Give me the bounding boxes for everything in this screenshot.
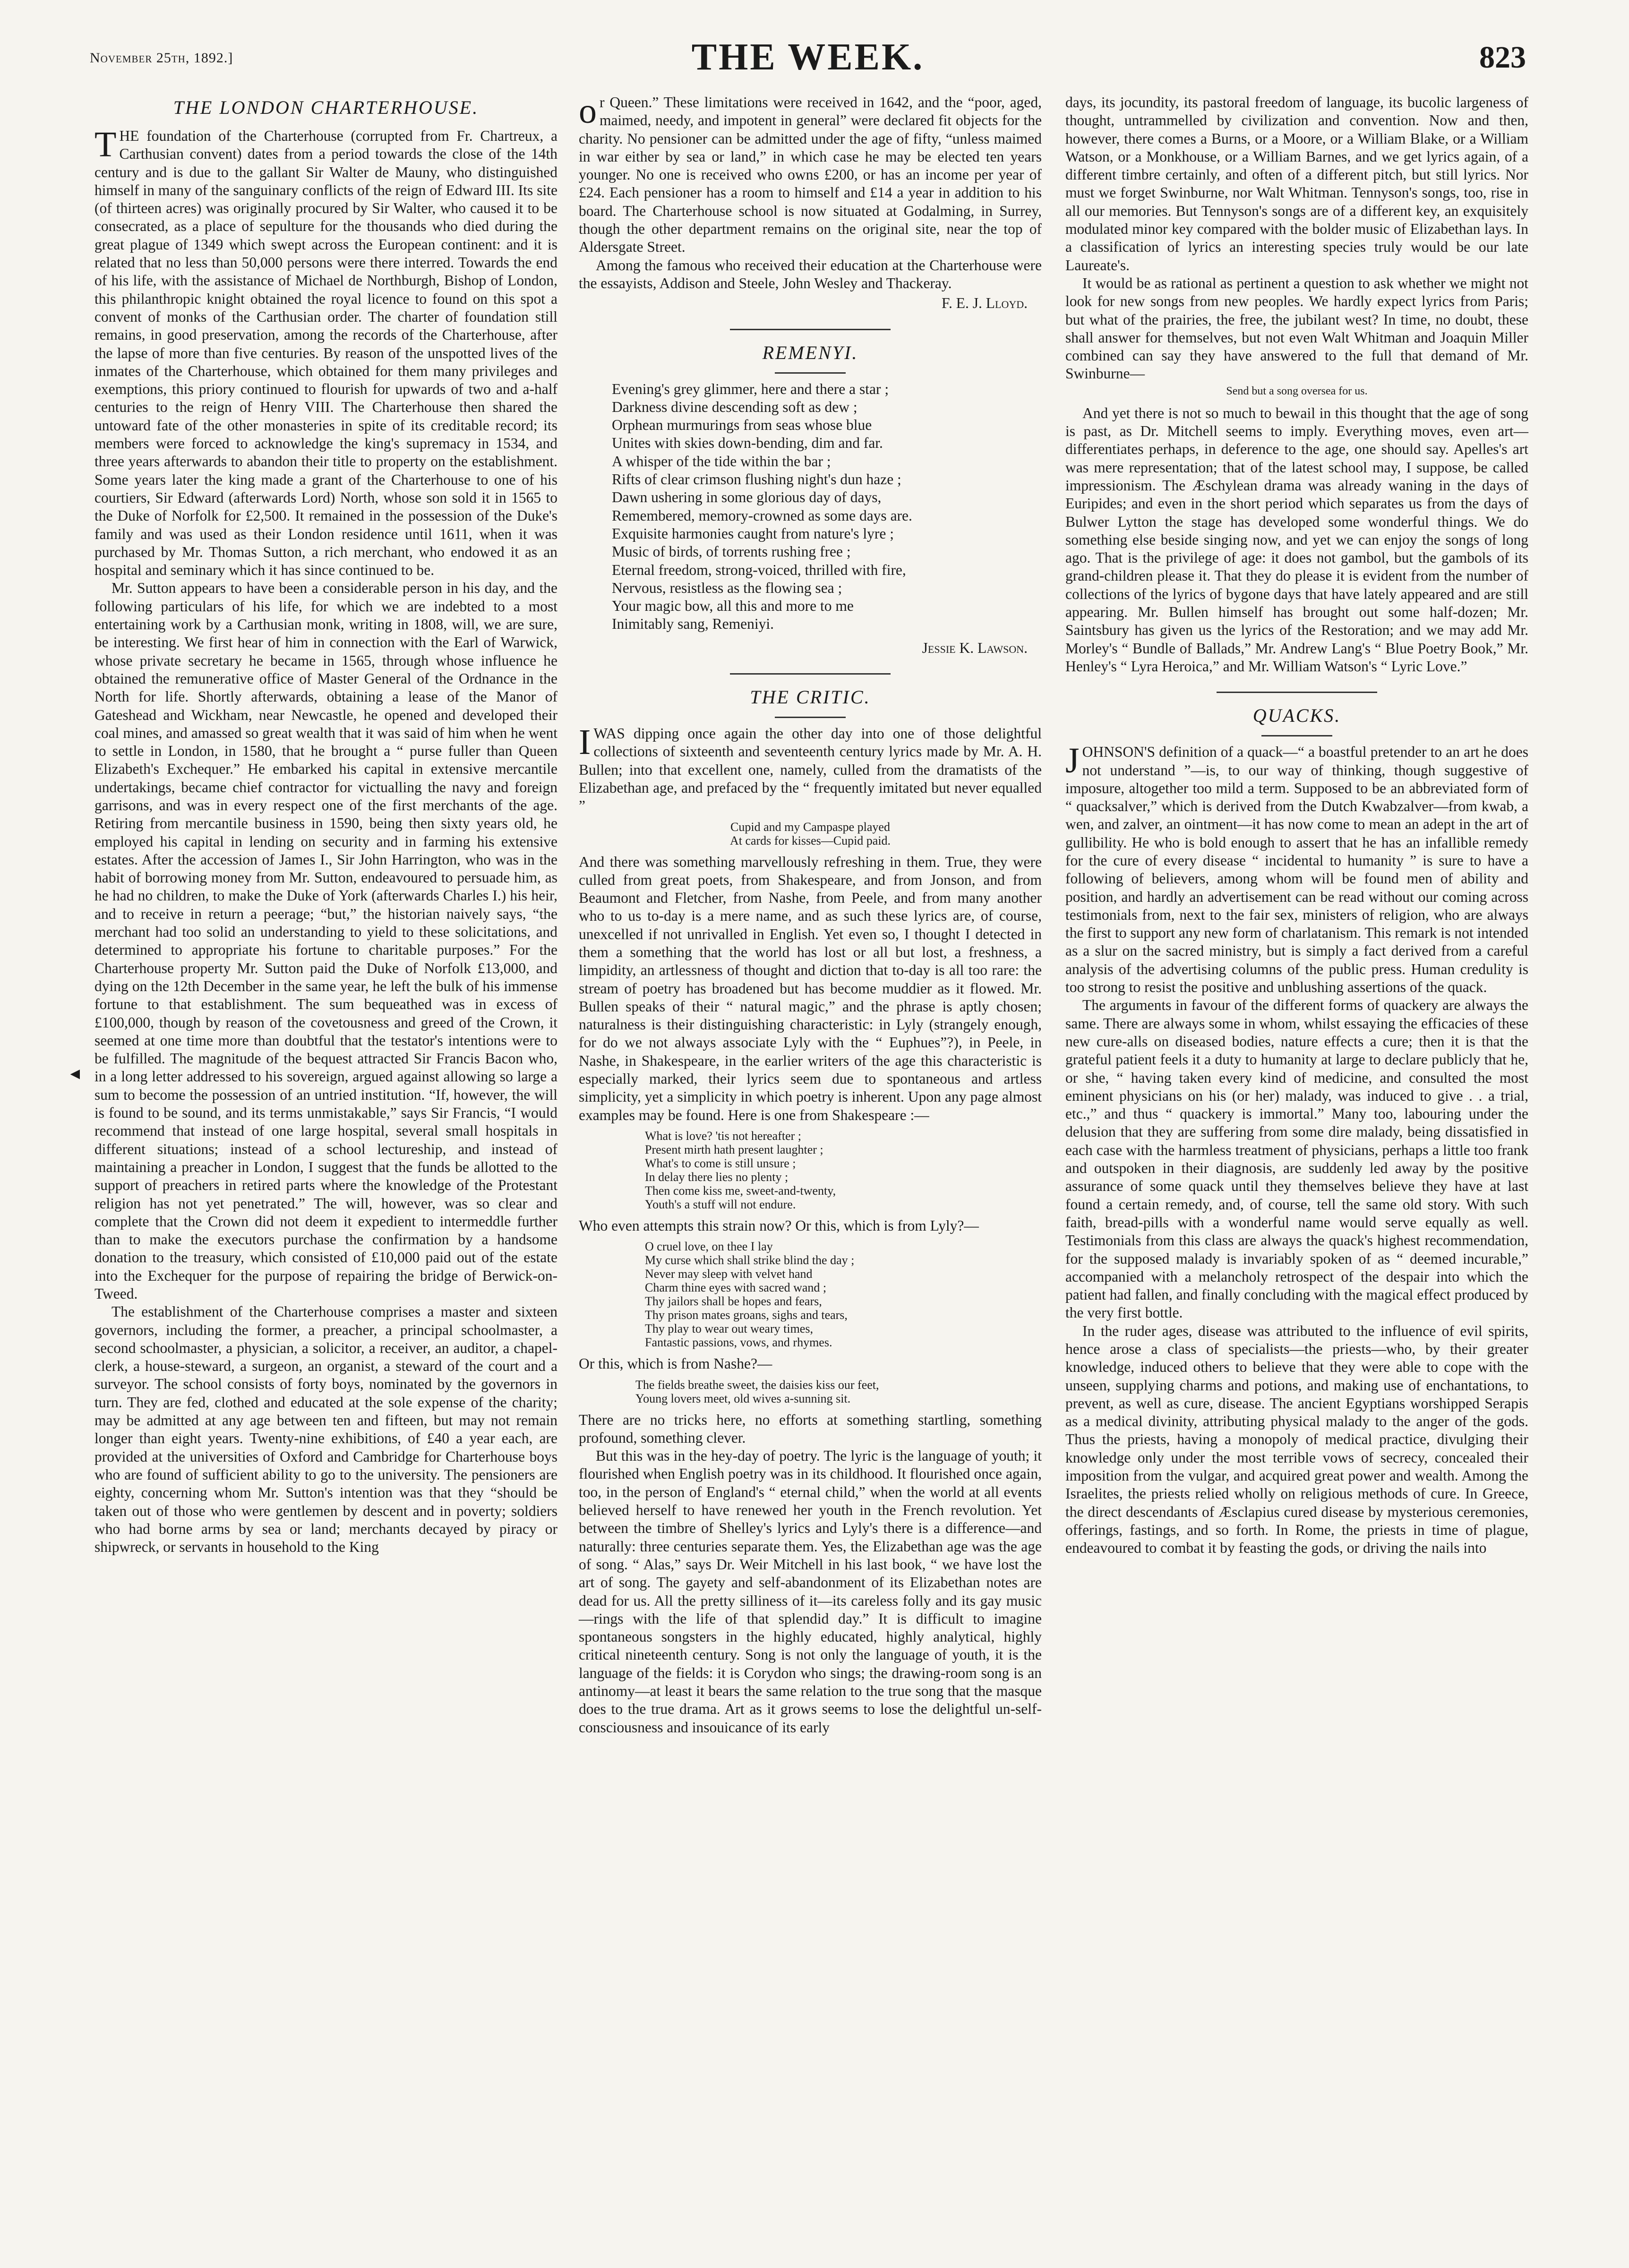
quacks-paragraph: The arguments in favour of the different forms of quackery are always the same. There are always some in whom, whilst essaying the efficacies of these new cure-alls on diseased bodies, nature effects a cure; then it is that the grateful patient feels it a duty to humanity at large to declare publicly that he, or she, “ having taken every kind of medicine, and consulted the most eminent physicians on his (or her) malady, was induced to give . . a trial, etc.,” and thus “ quackery is immortal.” Many too, labouring under the delusion that they are suffering from some dire malady, being dissatisfied in each case with the harmless treatment of physicians, perhaps a little too frank and outspoken in their diagnosis, are suddenly led away by the positive assurance of some quack until they themselves believe they have at last found a certain remedy, and, of course, tell the same old story. With such faith, bread-pills with a wonderful name would serve equally as well. Testimonials from this class are always the quack's highest recommendation, for the supposed malady is invariably spoken of as “ deemed incurable,” accompanied with a melancholy retrospect of the despair into which the patient had fallen, and finally concluding with the magical effect produced by the very first bottle. — [1065, 997, 1528, 1321]
heading-rule — [1261, 735, 1332, 736]
critic-quote — [579, 1129, 1042, 1211]
poem-line: Eternal freedom, strong-voiced, thrilled with fire, — [612, 561, 906, 578]
critic-paragraph: But this was in the hey-day of poetry. The lyric is the language of youth; it flourished when English poetry was in its childhood. It flourished once again, too, in the person of England's “ eternal child,” when the world at all events believed herself to have renewed her youth in the French revolution. Yet between the timbre of Shelley's lyrics and Lyly's there is a difference—and naturally: three centuries separate them. Yes, the Elizabethan age was the age of song. “ Alas,” says Dr. Weir Mitchell in his last book, “ we have lost the art of song. The gayety and self-abandonment of its Elizabethan notes are dead for us. All the pretty silliness of it—its careless folly and its gay music—rings with the life of that splendid day.” It is difficult to imagine spontaneous songsters in the highly educated, highly analytical, highly critical nineteenth century. Song is not only the language of youth, it is the language of the fields: it is Corydon who sings; the drawing-room song is an antinomy—at least it bears the same relation to the true song that the masque does to the true drama. Art as it grows seems to lose the delightful un-self-consciousness and insouicance of its early — [579, 1447, 1042, 1736]
quote-line: Never may sleep with velvet hand — [645, 1267, 813, 1281]
remenyi-heading: REMENYI. — [762, 342, 858, 363]
quote-line: What's to come is still unsure ; — [645, 1156, 796, 1170]
page-number: 823 — [1479, 40, 1526, 75]
heading-rule — [775, 717, 846, 718]
critic-quote — [579, 1378, 1042, 1405]
quote-line: Then come kiss me, sweet-and-twenty, — [645, 1183, 836, 1198]
quote-line: Charm thine eyes with sacred wand ; — [645, 1281, 827, 1295]
section-divider — [1217, 692, 1377, 693]
critic-paragraph: And yet there is not so much to bewail in this thought that the age of song is past, as Dr. Mitchell seems to imply. Everything moves, even art—differentiates perhaps, in deference to the age, one should say. Apelles's art was mere representation; that of the latest school may, I suppose, be called impressionism. The Æschylean drama was already waning in the days of Euripides; and even in the short period which separates us from the days of Bulwer Lytton the stage has developed some wonderful things. We do something else beside singing now, and yet we can enjoy the songs of long ago. That is the privilege of age: it does not gambol, but the gambols of its grand-children please it. That they do please it is evident from the number of collections of the lyrics of bygone days that have lately appeared and are still appearing. Mr. Bullen himself has brought out some half-dozen; Mr. Saintsbury has given us the lyrics of the Restoration; and we may add Mr. Morley's “ Bundle of Ballads,” Mr. Andrew Lang's “ Blue Poetry Book,” Mr. Henley's “ Lyra Heroica,” and Mr. William Watson's “ Lyric Love.” — [1065, 404, 1528, 675]
masthead-title: THE WEEK. — [691, 36, 925, 78]
poem-line: Dawn ushering in some glorious day of days, — [612, 489, 882, 506]
quote-line: Thy jailors shall be hopes and fears, — [645, 1294, 822, 1309]
quote-line: The fields breathe sweet, the daisies kiss our feet, — [635, 1378, 879, 1392]
critic-quote: Send but a song oversea for us. — [1226, 385, 1368, 397]
issue-date: November 25th, 1892.] — [90, 50, 233, 66]
remenyi-poem — [579, 380, 1042, 633]
heading-rule — [775, 372, 846, 374]
quote-line: My curse which shall strike blind the day ; — [645, 1253, 855, 1267]
poem-line: Rifts of clear crimson flushing night's dun haze ; — [612, 471, 901, 488]
poem-line: Orphean murmurings from seas whose blue — [612, 417, 872, 434]
quacks-paragraph: In the ruder ages, disease was attributed to the influence of evil spirits, hence arose a class of specialists—the priests—who, by their greater knowledge, induced others to believe that they were able to cope with the unseen, supplying charms and potions, and making use of enchantations, to prevent, as well as cure, disease. The ancient Egyptians worshipped Serapis as a medical divinity, attributing physical malady to the anger of the gods. Thus the priests, having a monopoly of medical practice, divulging their knowledge only under the most terrible vows of secrecy, concealed their imposition from the vulgar, and acquired great power and wealth. Among the Israelites, the priests relied wholly on religious methods of cure. In Greece, the direct descendants of Æsclapius cured disease by mysterious ceremonies, offerings, fastings, and so forth. In Rome, the priests in time of plague, endeavoured to combat it by feasting the gods, or driving the nails into — [1065, 1322, 1528, 1557]
quote-line: Youth's a stuff will not endure. — [645, 1197, 796, 1211]
quote-line: Thy play to wear out weary times, — [645, 1322, 813, 1336]
column-1 — [94, 94, 557, 1556]
poem-line: Remembered, memory-crowned as some days are. — [612, 507, 912, 524]
quote-line: O cruel love, on thee I lay — [645, 1240, 773, 1254]
poem-line: Exquisite harmonies caught from nature's lyre ; — [612, 525, 894, 542]
section-divider — [730, 673, 891, 675]
margin-mark: ◄ — [67, 1065, 83, 1083]
critic-heading: THE CRITIC. — [750, 686, 871, 708]
remenyi-signature: Jessie K. Lawson. — [922, 639, 1028, 656]
column-2 — [579, 91, 1042, 1737]
quote-line: Present mirth hath present laughter ; — [645, 1142, 823, 1156]
poem-line: Music of birds, of torrents rushing free ; — [612, 543, 851, 560]
poem-line: Your magic bow, all this and more to me — [612, 598, 854, 615]
quote-line: Fantastic passions, vows, and rhymes. — [645, 1335, 832, 1350]
poem-line: Unites with skies down-bending, dim and far. — [612, 435, 883, 452]
critic-quote — [579, 1240, 1042, 1349]
quote-line: At cards for kisses—Cupid paid. — [729, 833, 891, 847]
quote-line: Thy prison mates groans, sighs and tears, — [645, 1308, 848, 1322]
quote-line: What is love? 'tis not hereafter ; — [645, 1129, 802, 1143]
quote-line: Cupid and my Campaspe played — [730, 820, 890, 834]
quacks-heading: QUACKS. — [1252, 705, 1341, 727]
critic-paragraph: days, its jocundity, its pastoral freedom of language, its bucolic largeness of thought, untrammelled by civilization and convention. Now and then, however, there comes a Burns, or a Moore, or a William Blake, or a William Watson, or a Monkhouse, or a William Barnes, and we get lyrics again, of a different timbre certainly, and often of a different pitch, but still lyrics. Nor must we forget Swinburne, nor Walt Whitman. Tennyson's songs, too, rise in all our memories. But Tennyson's songs are of a different key, an exquisitely modulated minor key compared with the bolder music of Elizabethan lays. In a classification of lyrics an interesting species truly would be our late Laureate's. — [1065, 94, 1528, 274]
charterhouse-paragraph: or Queen.” These limitations were received in 1642, and the “poor, aged, maimed, needy, and impotent in general” were declared fit objects for the charity. No pensioner can be admitted under the age of fifty, “unless maimed in war either by sea or land,” in which case he may be elected ten years younger. No one is received who owns £200, or has an income per year of £24. Each pensioner has a room to himself and £14 a year in addition to his board. The Charterhouse school is now situated at Godalming, in Surrey, though the other department remains on the original site, near the top of Aldersgate Street. — [579, 91, 1042, 256]
critic-paragraph: It would be as rational as pertinent a question to ask whether we might not look for new songs from new peoples. We hardly expect lyrics from Paris; but what of the prairies, the free, the jubilant west? In time, no doubt, these shall answer for themselves, but not even Walt Whitman and Joaquin Miller combined can say they have answered to the full that demand of Mr. Swinburne— — [1065, 274, 1528, 382]
critic-paragraph: Who even attempts this strain now? Or this, which is from Lyly?— — [579, 1217, 979, 1234]
poem-line: Darkness divine descending soft as dew ; — [612, 398, 857, 415]
charterhouse-paragraph: The establishment of the Charterhouse comprises a master and sixteen governors, including the former, a preacher, a principal schoolmaster, a second schoolmaster, a physician, a solicitor, a receiver, an auditor, a chapel-clerk, a house-steward, a surgeon, an organist, a steward of the court and a surveyor. The school consists of forty boys, nominated by the governors in turn. They are fed, clothed and educated at the sole expense of the charity; may be admitted at any age between ten and fifteen, but may not remain longer than eight years. Twenty-nine exhibitions, of £40 a year each, are provided at the universities of Oxford and Cambridge for Charterhouse boys who are found of sufficient ability to go to the university. The pensioners are eighty, concerning whom Mr. Sutton's intention was that they “should be taken out of those who were gentlemen by descent and in poverty; soldiers who had borne arms by sea or land; merchants decayed by piracy or shipwreck, or servants in household to the King — [94, 1303, 557, 1556]
poem-line: Inimitably sang, Remeniyi. — [612, 616, 774, 633]
charterhouse-paragraph: THE foundation of the Charterhouse (corrupted from Fr. Chartreux, a Carthusian convent) dates from a period towards the close of the 14th century and is due to the gallant Sir Walter de Mauny, who distinguished himself in many of the sanguinary conflicts of the reign of Edward III. Its site (of thirteen acres) was originally procured by Sir Walter, who caused it to be consecrated, as a place of sepulture for the thousands who died during the great plague of 1349 which swept across the European continent: and it is related that no less than 50,000 persons were there interred. Towards the end of his life, with the assistance of Michael de Northburgh, Bishop of London, this philanthropic knight obtained the royal licence to found on this spot a convent of monks of the Carthusian order. The charter of foundation still remains, in good preservation, among the records of the Charterhouse, after the lapse of more than five centuries. By reason of the unspotted lives of the inmates of the Charterhouse, which obtained for them many privileges and exemptions, this priory continued to flourish for upwards of two and a-half centuries to the reign of Henry VIII. The Charterhouse then shared the untoward fate of the other monasteries in spite of its creditable record; its members were forced to acknowledge the king's supremacy in 1534, and three years afterwards to abandon their title to property on the establishment. Some years later the king made a grant of the Charterhouse to one of his courtiers, Sir Edward (afterwards Lord) North, whose son sold it in 1565 to the Duke of Norfolk for £2,500. It remained in the possession of the Duke's family and was used as their London residence until 1611, when it was purchased by Mr. Thomas Sutton, a rich merchant, who endowed it as an hospital and seminary which it has since continued to be. — [94, 125, 557, 579]
quote-line: Young lovers meet, old wives a-sunning sit. — [635, 1391, 851, 1405]
quote-line: In delay there lies no plenty ; — [645, 1170, 789, 1184]
critic-quote — [579, 820, 1042, 847]
critic-paragraph: IWAS dipping once again the other day into one of those delightful collections of sixteenth and seventeenth century lyrics made by Mr. A. H. Bullen; into that excellent one, namely, culled from the dramatists of the Elizabethan age, and prefaced by the “ frequently imitated but never equalled ” — [579, 722, 1042, 814]
poem-line: A whisper of the tide within the bar ; — [612, 453, 831, 470]
charterhouse-signature: F. E. J. Lloyd. — [942, 295, 1028, 312]
charterhouse-paragraph: Among the famous who received their education at the Charterhouse were the essayists, Addison and Steele, John Wesley and Thackeray. — [579, 257, 1042, 291]
critic-paragraph: And there was something marvellously refreshing in them. True, they were culled from great poets, from Shakespeare, and from Jonson, and from Beaumont and Fletcher, from Nashe, from Peele, and from many another who to us to-day is a mere name, and as such these lyrics are, of course, unexcelled if not unrivalled in English. Yet even so, I thought I detected in them a something that the world has lost or all but lost, a freshness, a limpidity, an artlessness of thought and diction that to-day is all too rare: the stream of poetry has broadened but has become muddier as it flowed. Mr. Bullen speaks of their “ natural magic,” and the phrase is aptly chosen; naturalness is their distinguishing characteristic: in Lyly (strangely enough, for do we not always associate Lyly with the “ Euphues”?), in Peele, in Nashe, in Shakespeare, in the earlier writers of the age this characteristic is especially marked, their lyrics seem due to spontaneous and artless simplicity, yet a simplicity in which poetry is inherent. Upon any page almost examples may be found. Here is one from Shakespeare :— — [579, 853, 1042, 1123]
page-header — [90, 31, 1526, 83]
critic-paragraph: There are no tricks here, no efforts at something startling, something profound, something clever. — [579, 1411, 1042, 1446]
charterhouse-paragraph: Mr. Sutton appears to have been a considerable person in his day, and the following particulars of his life, for which we are indebted to a most entertaining work by a Carthusian monk, writing in 1808, will, we are sure, be interesting. We first hear of him in connection with the Earl of Warwick, whose private secretary he became in 1565, through whose influence he obtained the remunerative office of Master General of the Ordnance in the North for life. Shortly afterwards, obtaining a lease of the Manor of Gateshead and Wickham, near Newcastle, he opened and developed their coal mines, and amassed so great wealth that it was said of him when he went to settle in London, in 1580, that he brought a “ purse fuller than Queen Elizabeth's Exchequer.” He embarked his capital in extensive mercantile undertakings, became chief contractor for victualling the navy and foreign garrisons, and was in every respect one of the first merchants of the age. Retiring from mercantile business in 1590, being then sixty years old, he employed his capital in lending on security and in farming his extensive estates. After the accession of James I., Sir John Harrington, who was in the habit of borrowing money from Mr. Sutton, endeavoured to persuade him, as he had no children, to make the Duke of York (afterwards Charles I.) his heir, and to receive in return a peerage; “but,” the historian naively says, “the merchant had too solid an understanding to yield to these solicitations, and determined to appropriate his fortune to charitable purposes.” For the Charterhouse property Mr. Sutton paid the Duke of Norfolk £13,000, and dying on the 12th December in the same year, he left the bulk of his immense fortune to that establishment. The sum bequeathed was in excess of £100,000, though by reason of the covetousness and greed of the Crown, it seemed at one time more than doubtful that the testator's intentions were to be fulfilled. The magnitude of the bequest attracted Sir Francis Bacon who, in a long letter addressed to his sovereign, argued against allowing so large a sum to become the possession of an untried institution. “If, however, the will is found to be sound, and its terms unmistakable,” says Sir Francis, “I would recommend that instead of one large hospital, several small hospitals in different situations; instead of a school lectureship, and instead of maintaining a preacher in London, I suggest that the funds be allotted to the support of preachers in retired parts where the knowledge of the Protestant religion has not yet penetrated.” The will, however, was so clear and complete that the Crown did not deem it expedient to intermeddle further than to make the executors purchase the confirmation by a handsome donation to the treasury, which consisted of £10,000 paid out of the estate into the Exchequer for the purpose of repairing the bridge of Berwick-on-Tweed. — [94, 580, 557, 1302]
quacks-paragraph: JOHNSON'S definition of a quack—“ a boastful pretender to an art he does not understand ”—is, to our way of thinking, though suggestive of imposure, altogether too mild a term. Supposed to be an abbreviated form of “ quacksalver,” which is derived from the Dutch Kwabzalver—from kwab, a wen, and zalver, an ointment—it has now come to mean an adept in the art of gullibility. He who is bold enough to assert that he has an infallible remedy for the cure of every disease “ incidental to humanity ” is sure to have a following of believers, among whom will be found men of ability and position, and hardly an advertisement can be read without our coming across testimonials from, next to the fair sex, ministers of religion, who are always the first to support any new form of charlatanism. This remark is not intended as a slur on the sacred ministry, but is simply a fact derived from a careful analysis of the advertising columns of the public press. Human credulity is too strong to resist the positive and unblushing assertions of the quack. — [1065, 741, 1528, 996]
poem-line: Evening's grey glimmer, here and there a star ; — [612, 380, 889, 397]
section-divider — [730, 329, 891, 330]
poem-line: Nervous, resistless as the flowing sea ; — [612, 579, 842, 596]
charterhouse-heading: THE LONDON CHARTERHOUSE. — [173, 97, 479, 118]
column-3 — [1065, 94, 1528, 1558]
critic-paragraph: Or this, which is from Nashe?— — [579, 1355, 772, 1372]
